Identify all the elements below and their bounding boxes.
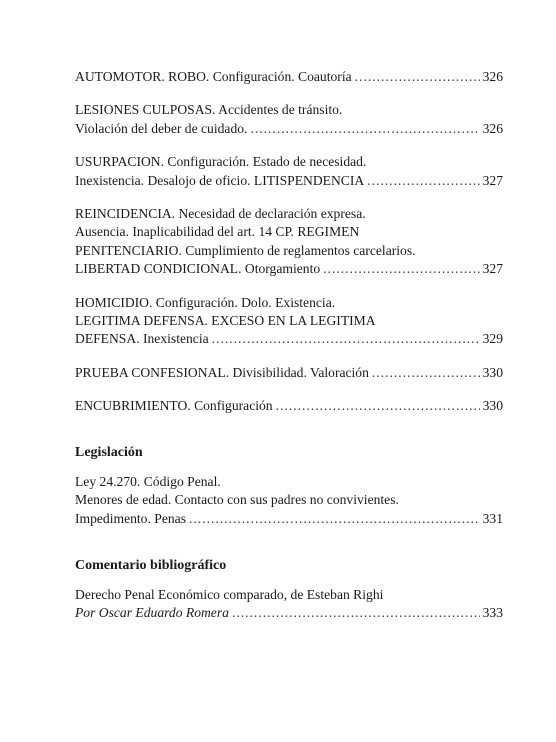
section-heading-legislacion: Legislación: [75, 444, 143, 460]
toc-entry-text: Impedimento. Penas: [75, 510, 186, 526]
toc-entry-last-line: [75, 172, 503, 190]
section-heading-comentario: Comentario bibliográfico: [75, 557, 227, 573]
toc-entry-text: PRUEBA CONFESIONAL. Divisibilidad. Valoración: [75, 364, 369, 380]
toc-entry-last-line: [75, 397, 503, 415]
toc-entry-line: HOMICIDIO. Configuración. Dolo. Existencia.: [75, 294, 336, 310]
toc-entry-last-line: [75, 604, 503, 622]
toc-entry-line: PENITENCIARIO. Cumplimiento de reglamentos carcelarios.: [75, 242, 416, 258]
toc-entry-line: Menores de edad. Contacto con sus padres no convivientes.: [75, 492, 399, 508]
dot-leader: [276, 397, 480, 415]
dot-leader: [323, 260, 479, 278]
toc-entry-lesiones: [75, 101, 503, 138]
dot-leader: [250, 120, 479, 138]
toc-entry-line: USURPACION. Configuración. Estado de necesidad.: [75, 154, 367, 170]
dot-leader: [212, 330, 480, 348]
page-number: 330: [482, 398, 503, 414]
toc-entry-last-line: [75, 364, 503, 382]
toc-entry-last-line: [75, 68, 503, 86]
dot-leader: [367, 172, 479, 190]
toc-entry-text: Violación del deber de cuidado.: [75, 120, 248, 136]
toc-entry-usurpacion: [75, 153, 503, 190]
toc-entry-text: LIBERTAD CONDICIONAL. Otorgamiento: [75, 261, 321, 277]
dot-leader: [232, 604, 480, 622]
toc-entry-last-line: [75, 330, 503, 348]
toc-entry-last-line: [75, 510, 503, 528]
toc-entry-line: Ausencia. Inaplicabilidad del art. 14 CP. REGIMEN: [75, 224, 360, 240]
page-number: 326: [482, 69, 503, 84]
dot-leader: [189, 510, 480, 528]
toc-entry-last-line: [75, 260, 503, 278]
dot-leader: [355, 68, 480, 86]
table-of-contents: [75, 68, 503, 638]
toc-entry-homicidio: [75, 294, 503, 349]
page-number: 326: [482, 120, 503, 136]
toc-entry-line: Ley 24.270. Código Penal.: [75, 473, 221, 489]
toc-entry-ley-24270: [75, 473, 503, 528]
toc-entry-text: DEFENSA. Inexistencia: [75, 331, 209, 347]
toc-entry-text: Inexistencia. Desalojo de oficio. LITISPENDENCIA: [75, 172, 365, 188]
toc-entry-text: AUTOMOTOR. ROBO. Configuración. Coautoría: [75, 69, 352, 84]
toc-entry-line: Derecho Penal Económico comparado, de Esteban Righi: [75, 586, 384, 602]
page-number: 327: [482, 172, 503, 188]
toc-entry-last-line: [75, 120, 503, 138]
toc-entry-line: LESIONES CULPOSAS. Accidentes de tránsito.: [75, 102, 343, 118]
page-number: 327: [482, 261, 503, 277]
toc-entry-encubrimiento: [75, 397, 503, 415]
toc-entry-automotor: [75, 68, 503, 86]
toc-entry-reincidencia: [75, 205, 503, 279]
toc-entry-text: ENCUBRIMIENTO. Configuración: [75, 398, 273, 414]
toc-entry-line: LEGITIMA DEFENSA. EXCESO EN LA LEGITIMA: [75, 313, 376, 329]
page-number: 331: [482, 510, 503, 526]
toc-entry-prueba-confesional: [75, 364, 503, 382]
toc-entry-comentario: [75, 586, 503, 623]
toc-entry-author: Por Oscar Eduardo Romera: [75, 605, 229, 621]
page-number: 330: [482, 364, 503, 380]
toc-entry-line: REINCIDENCIA. Necesidad de declaración expresa.: [75, 206, 366, 222]
dot-leader: [372, 364, 480, 382]
page-number: 333: [482, 605, 503, 621]
page-number: 329: [482, 331, 503, 347]
